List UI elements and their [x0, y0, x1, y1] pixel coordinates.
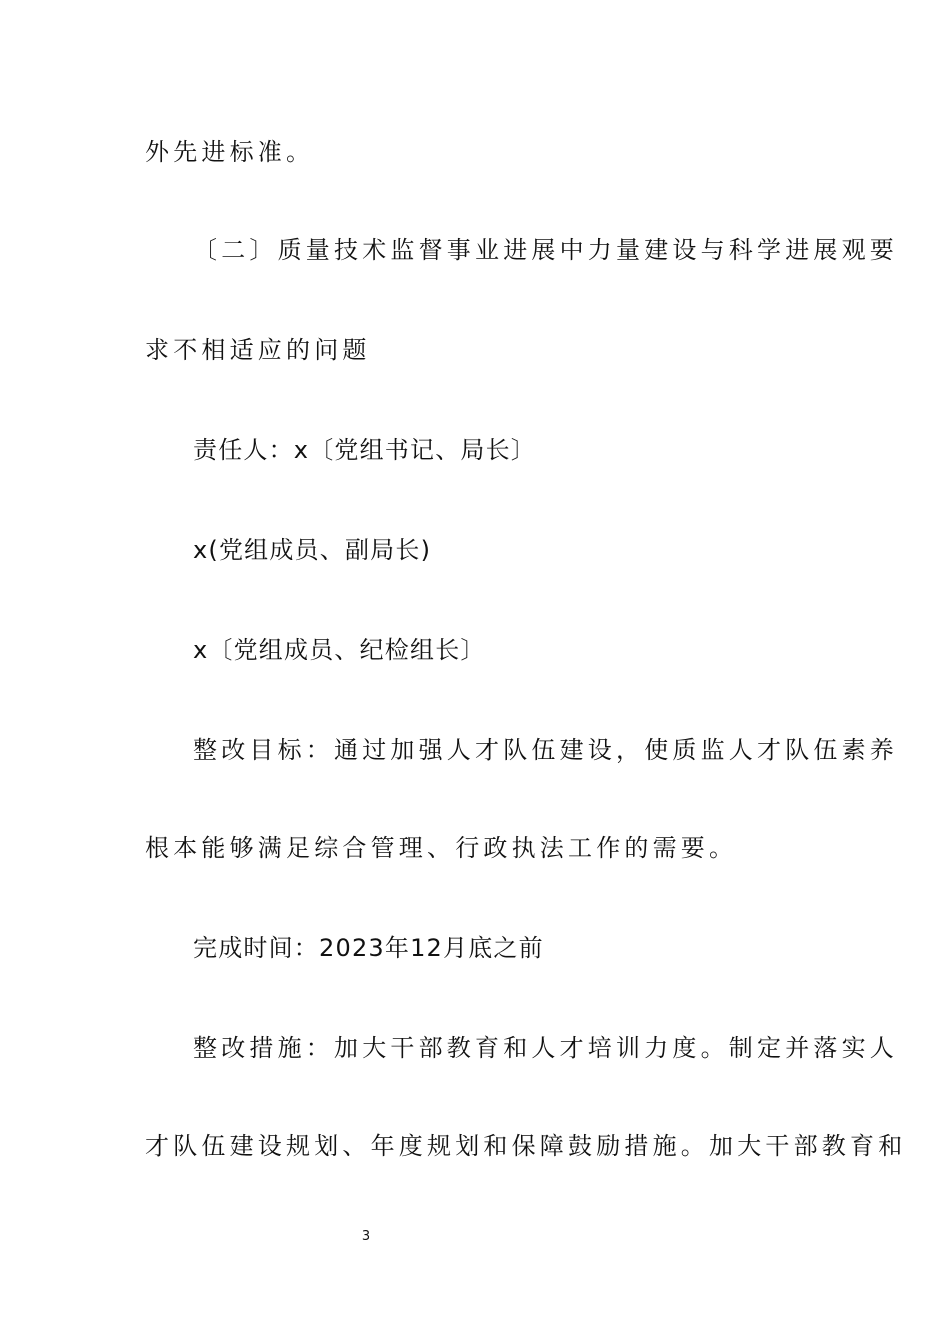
- text-line-continuation: 外先进标准。: [145, 138, 315, 166]
- rectification-measures-line-1: 整改措施：加大干部教育和人才培训力度。制定并落实人: [193, 1034, 898, 1062]
- responsible-person-discipline-line: x〔党组成员、纪检组长〕: [193, 636, 486, 664]
- rectification-goal-line-1: 整改目标：通过加强人才队伍建设，使质监人才队伍素养: [193, 736, 898, 764]
- rectification-measures-line-2: 才队伍建设规划、年度规划和保障鼓励措施。加大干部教育和: [145, 1132, 907, 1160]
- rectification-goal-line-2: 根本能够满足综合管理、行政执法工作的需要。: [145, 834, 738, 862]
- section-heading-line-1: 〔二〕质量技术监督事业进展中力量建设与科学进展观要: [193, 236, 898, 264]
- section-heading-line-2: 求不相适应的问题: [145, 336, 371, 364]
- responsible-person-line: 责任人：x〔党组书记、局长〕: [193, 436, 537, 464]
- responsible-person-deputy-line: x(党组成员、副局长): [193, 536, 432, 564]
- page-number: 3: [361, 1229, 371, 1244]
- completion-time-line: 完成时间：2023年12月底之前: [193, 934, 544, 962]
